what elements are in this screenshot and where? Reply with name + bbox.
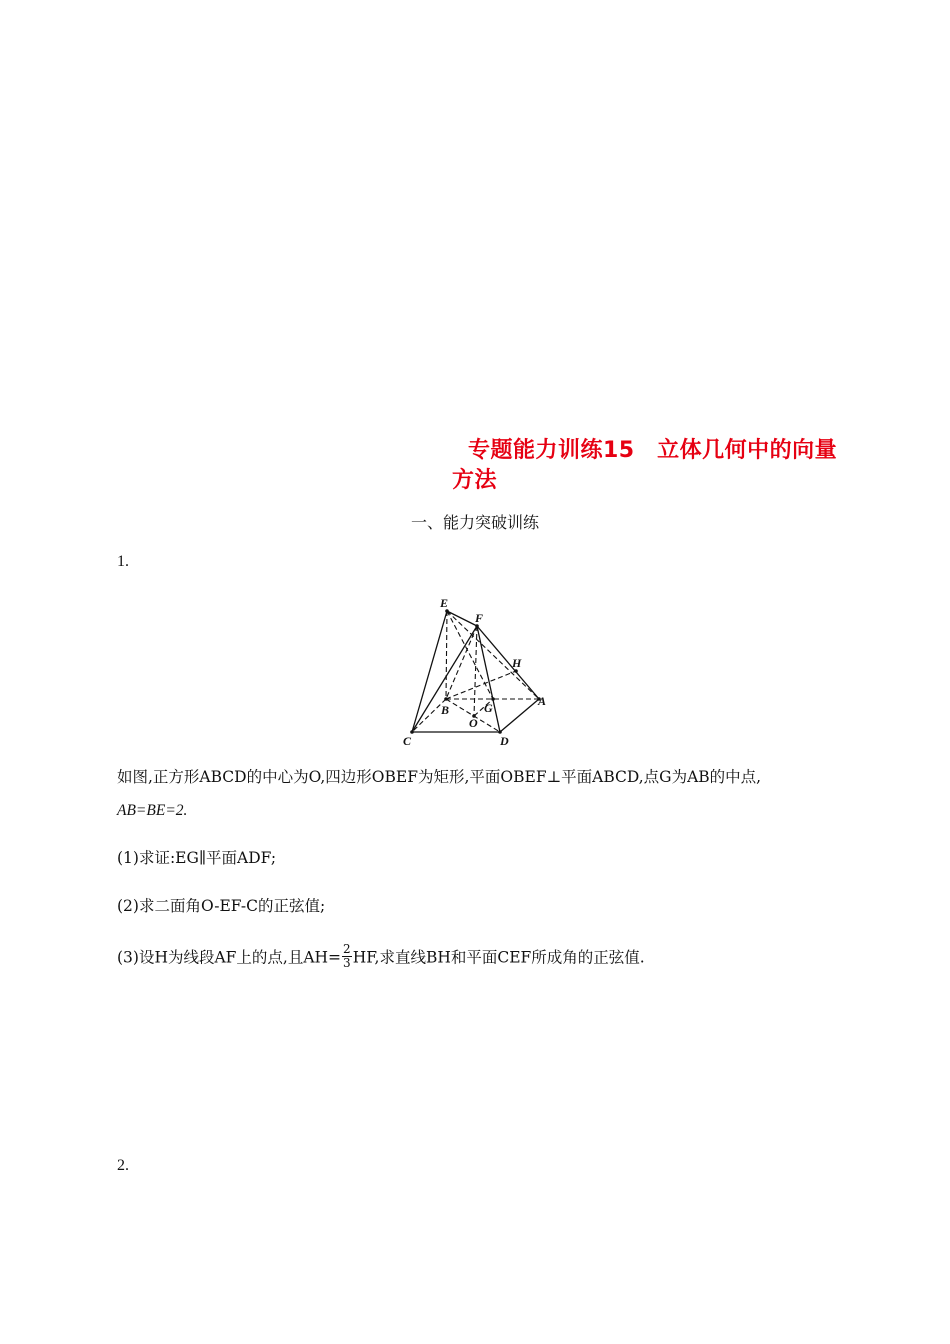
edge-DA (500, 699, 539, 732)
label-H: H (512, 656, 522, 670)
part-3-text-after: HF,求直线BH和平面CEF所成角的正弦值. (352, 948, 645, 967)
stem-line-2: AB=BE=2. (117, 802, 188, 819)
label-D: D (500, 734, 509, 748)
page-title: 专题能力训练15 立体几何中的向量方法 (452, 438, 838, 493)
stem-line-1: 如图,正方形ABCD的中心为O,四边形OBEF为矩形,平面OBEF⊥平面ABCD,点G为AB的中点, (117, 768, 762, 786)
edge-EB (446, 611, 447, 699)
label-C: C (403, 734, 412, 748)
question-1-part-2: (2)求二面角O-EF-C的正弦值; (117, 897, 326, 915)
fraction-two-thirds (342, 943, 352, 970)
label-E: E (440, 596, 449, 610)
question-1-part-3 (117, 942, 645, 972)
edge-EG (447, 611, 493, 699)
part-3-text-before: (3)设H为线段AF上的点,且AH= (117, 948, 342, 967)
edge-EA (447, 611, 539, 699)
label-O: O (469, 716, 478, 730)
question-1-number: 1. (117, 553, 129, 570)
label-F: F (475, 611, 484, 625)
label-A: A (538, 694, 547, 708)
fraction-numerator: 2 (343, 942, 351, 956)
label-G: G (484, 701, 493, 715)
pyramid-figure (395, 592, 555, 752)
fraction-denominator: 3 (343, 956, 351, 970)
edge-FA (477, 626, 539, 699)
question-1-part-1: (1)求证:EG∥平面ADF; (117, 849, 277, 867)
edge-FD (477, 626, 500, 732)
section-heading: 一、能力突破训练 (410, 513, 539, 532)
label-B: B (441, 703, 450, 717)
question-1-stem (117, 760, 837, 828)
question-2-number: 2. (117, 1157, 129, 1174)
